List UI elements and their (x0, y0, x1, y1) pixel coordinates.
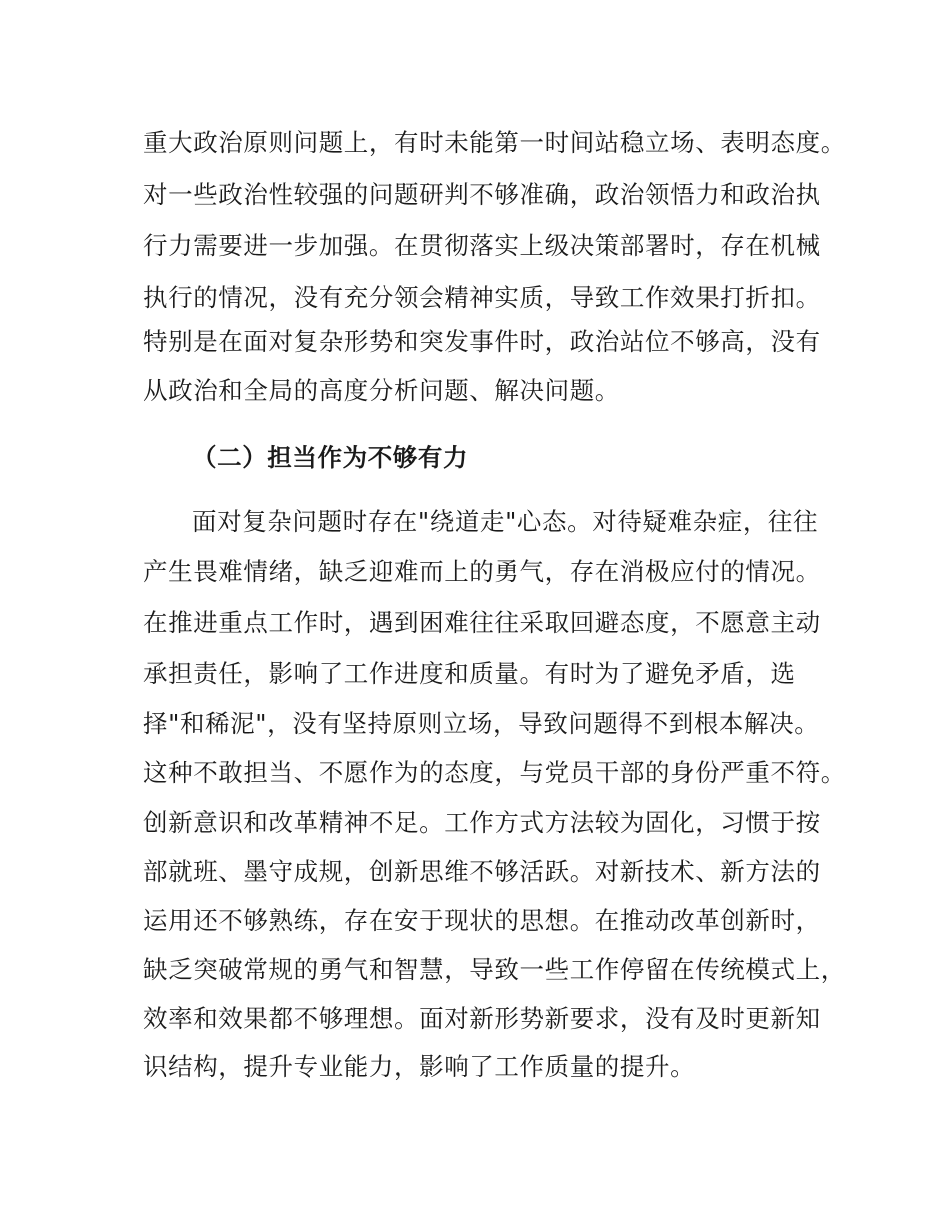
paragraph-line: 缺乏突破常规的勇气和智慧，导致一些工作停留在传统模式上， (143, 955, 846, 984)
paragraph-line: 产生畏难情绪，缺乏迎难而上的勇气，存在消极应付的情况。 (143, 557, 821, 586)
paragraph-line: 面对复杂问题时存在"绕道走"心态。对待疑难杂症，往往 (192, 507, 819, 536)
section-heading: （二）担当作为不够有力 (192, 443, 469, 472)
paragraph-line: 特别是在面对复杂形势和突发事件时，政治站位不够高，没有 (143, 327, 821, 356)
paragraph-line: 对一些政治性较强的问题研判不够准确，政治领悟力和政治执 (143, 180, 821, 209)
paragraph-line: 识结构，提升专业能力，影响了工作质量的提升。 (143, 1052, 696, 1081)
paragraph-line: 创新意识和改革精神不足。工作方式方法较为固化，习惯于按 (143, 808, 821, 837)
paragraph-line: 从政治和全局的高度分析问题、解决问题。 (143, 376, 620, 405)
paragraph-line: 行力需要进一步加强。在贯彻落实上级决策部署时，存在机械 (143, 231, 821, 260)
paragraph-line: 承担责任，影响了工作进度和质量。有时为了避免矛盾，选 (143, 659, 796, 688)
paragraph-line: 运用还不够熟练，存在安于现状的思想。在推动改革创新时， (143, 906, 821, 935)
paragraph-line: 部就班、墨守成规，创新思维不够活跃。对新技术、新方法的 (143, 857, 821, 886)
paragraph-line: 择"和稀泥"，没有坚持原则立场，导致问题得不到根本解决。 (143, 709, 820, 738)
paragraph-line: 效率和效果都不够理想。面对新形势新要求，没有及时更新知 (143, 1004, 821, 1033)
paragraph-line: 重大政治原则问题上，有时未能第一时间站稳立场、表明态度。 (143, 128, 846, 157)
paragraph-line: 执行的情况，没有充分领会精神实质，导致工作效果打折扣。 (143, 283, 821, 312)
paragraph-line: 在推进重点工作时，遇到困难往往采取回避态度，不愿意主动 (143, 608, 821, 637)
paragraph-line: 这种不敢担当、不愿作为的态度，与党员干部的身份严重不符。 (143, 758, 846, 787)
